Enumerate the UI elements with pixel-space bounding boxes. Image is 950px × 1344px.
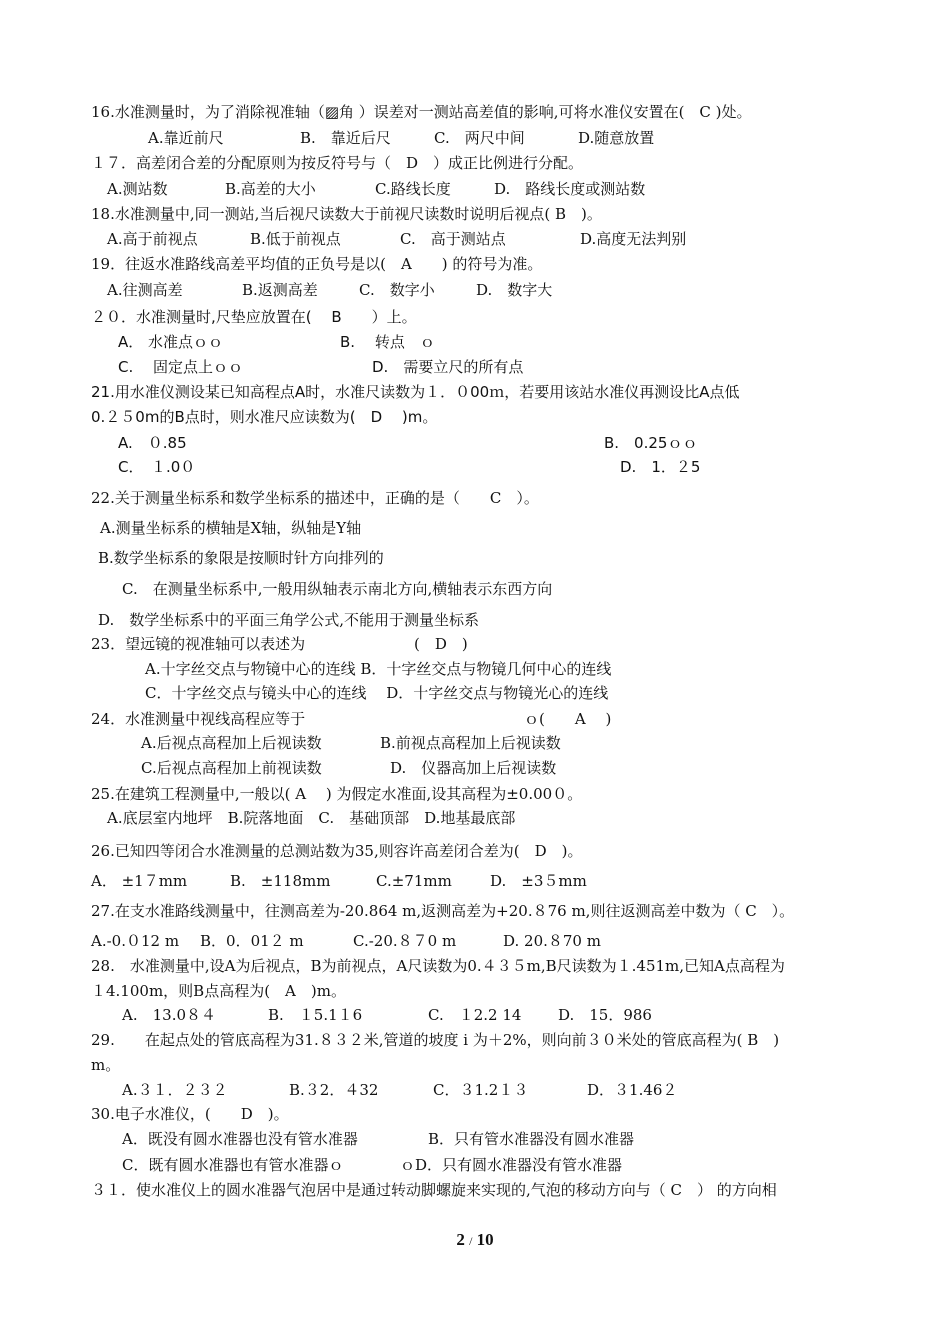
q23-stem: 23．望远镜的视准轴可以表述为 bbox=[91, 635, 306, 653]
q22-option-a: A.测量坐标系的横轴是X轴，纵轴是Y轴 bbox=[100, 519, 362, 537]
q22-option-c: C. 在测量坐标系中,一般用纵轴表示南北方向,横轴表示东西方向 bbox=[122, 580, 553, 598]
q27-option-d: D. 20.８70 m bbox=[503, 932, 601, 950]
q30-option-b: B．只有管水准器没有圆水准器 bbox=[428, 1130, 635, 1148]
q23-answer: ( D ) bbox=[414, 635, 468, 653]
q16-option-a: A.靠近前尺 bbox=[148, 129, 224, 147]
q26-option-a: A． ±1７mm bbox=[91, 872, 188, 890]
q19-option-c: C. 数字小 bbox=[359, 281, 435, 299]
q16-option-b: B. 靠近后尺 bbox=[300, 129, 391, 147]
q23-options-cd: C．十字丝交点与镜头中心的连线 D．十字丝交点与物镜光心的连线 bbox=[145, 684, 609, 702]
q22-stem: 22.关于测量坐标系和数学坐标系的描述中，正确的是（ C ）。 bbox=[91, 489, 539, 507]
q20-option-d: D. 需要立尺的所有点 bbox=[372, 358, 524, 376]
q21-option-b: B. 0.25ｏｏ bbox=[604, 434, 698, 452]
q30-option-a: A．既没有圆水准器也没有管水准器 bbox=[122, 1130, 358, 1148]
q20-option-b: B. 转点 ｏ bbox=[340, 333, 435, 351]
q19-option-b: B.返测高差 bbox=[242, 281, 318, 299]
q21-option-a: A. ０.85 bbox=[118, 434, 187, 452]
q20-stem: ２０．水准测量时,尺垫应放置在( B ）上。 bbox=[91, 308, 417, 326]
page-total: 10 bbox=[476, 1230, 494, 1249]
q16-option-c: C. 两尺中间 bbox=[434, 129, 525, 147]
q21-stem-line1: 21.用水准仪测设某已知高程点A时，水准尺读数为１．０00ｍ，若要用该站水准仪再测设比A点低 bbox=[91, 383, 740, 401]
q22-option-d: D. 数学坐标系中的平面三角学公式,不能用于测量坐标系 bbox=[98, 611, 480, 629]
q17-option-b: B.高差的大小 bbox=[225, 180, 316, 198]
q28-stem-line2: １4.100m，则B点高程为( A )m。 bbox=[91, 982, 346, 1000]
q16-stem: 16.水准测量时，为了消除视准轴（▨角 ）误差对一测站高差值的影响,可将水准仪安置在( C )处。 bbox=[91, 103, 752, 121]
page-separator: / bbox=[469, 1234, 473, 1248]
q29-stem-line2: m。 bbox=[91, 1056, 121, 1074]
q28-option-a: A. 13.0８４ bbox=[122, 1006, 216, 1024]
q24-option-b: B.前视点高程加上后视读数 bbox=[380, 734, 561, 752]
q25-stem: 25.在建筑工程测量中,一般以( A ) 为假定水准面,设其高程为±0.00０。 bbox=[91, 785, 583, 803]
q17-stem: １７．高差闭合差的分配原则为按反符号与（ D ）成正比例进行分配。 bbox=[91, 154, 584, 172]
q21-option-d: D. 1．２5 bbox=[620, 458, 701, 476]
q17-option-c: C.路线长度 bbox=[375, 180, 451, 198]
q28-option-b: B. １5.1１6 bbox=[268, 1006, 363, 1024]
q22-option-b: B.数学坐标系的象限是按顺时针方向排列的 bbox=[98, 549, 384, 567]
q24-answer: ｏ( A ) bbox=[524, 710, 612, 728]
q31-stem: ３１．使水准仪上的圆水准器气泡居中是通过转动脚螺旋来实现的,气泡的移动方向与（ C ） 的方向相 bbox=[91, 1181, 777, 1199]
page-number bbox=[0, 1230, 950, 1250]
q24-option-d: D. 仪器高加上后视读数 bbox=[390, 759, 557, 777]
q24-option-c: C.后视点高程加上前视读数 bbox=[141, 759, 322, 777]
q18-option-a: A.高于前视点 bbox=[107, 230, 198, 248]
q23-options-ab: A.十字丝交点与物镜中心的连线 B．十字丝交点与物镜几何中心的连线 bbox=[145, 660, 612, 678]
q19-option-d: D. 数字大 bbox=[476, 281, 553, 299]
q18-stem: 18.水准测量中,同一测站,当后视尺读数大于前视尺读数时说明后视点( B )。 bbox=[91, 205, 602, 223]
q25-options: A.底层室内地坪 B.院落地面 C. 基础顶部 D.地基最底部 bbox=[107, 809, 516, 827]
q26-option-c: C.±71mm bbox=[376, 872, 452, 890]
q18-option-c: C. 高于测站点 bbox=[400, 230, 506, 248]
page-current: 2 bbox=[456, 1230, 465, 1249]
q18-option-d: D.高度无法判别 bbox=[580, 230, 687, 248]
q21-stem-line2: 0.２５0m的B点时，则水准尺应读数为( D )m。 bbox=[91, 408, 438, 426]
q30-stem: 30.电子水准仪，( D )。 bbox=[91, 1105, 289, 1123]
q20-option-c: C. 固定点上ｏｏ bbox=[118, 358, 244, 376]
q26-option-b: B. ±118mm bbox=[230, 872, 331, 890]
q19-option-a: A.往测高差 bbox=[107, 281, 183, 299]
q27-option-c: C.-20.８７0 m bbox=[353, 932, 457, 950]
q20-option-a: A． 水准点ｏｏ bbox=[118, 333, 224, 351]
q27-option-a: A.-0.０12 m bbox=[91, 932, 180, 950]
q30-option-c: C．既有圆水准器也有管水准器ｏ bbox=[122, 1156, 344, 1174]
q27-option-b: B．0．01２ m bbox=[200, 932, 304, 950]
q29-option-b: B.３2．４32 bbox=[289, 1081, 379, 1099]
q19-stem: 19．往返水准路线高差平均值的正负号是以( A ) 的符号为准。 bbox=[91, 255, 543, 273]
q27-stem: 27.在支水准路线测量中，往测高差为-20.864 m,返测高差为+20.８76 m,则往返测高差中数为（ C ）。 bbox=[91, 902, 795, 920]
q24-stem: 24．水准测量中视线高程应等于 bbox=[91, 710, 306, 728]
q18-option-b: B.低于前视点 bbox=[250, 230, 341, 248]
q30-option-d: ｏD．只有圆水准器没有管水准器 bbox=[400, 1156, 623, 1174]
q29-option-a: A.３１．２３２ bbox=[122, 1081, 228, 1099]
q28-stem-line1: 28. 水准测量中,设A为后视点，B为前视点，A尺读数为0.４３５m,B尺读数为１.451m,已知A点高程为 bbox=[91, 957, 785, 975]
q26-option-d: D. ±3５mm bbox=[490, 872, 587, 890]
q16-option-d: D.随意放置 bbox=[578, 129, 655, 147]
q17-option-d: D. 路线长度或测站数 bbox=[494, 180, 646, 198]
q29-option-c: C．３1.2１３ bbox=[433, 1081, 529, 1099]
q29-stem-line1: 29. 在起点处的管底高程为31.８３２米,管道的坡度 i 为＋2%，则向前３０米处的管底高程为( B ) bbox=[91, 1031, 780, 1049]
q24-option-a: A.后视点高程加上后视读数 bbox=[141, 734, 322, 752]
q21-option-c: C． １.0０ bbox=[118, 458, 196, 476]
q29-option-d: D．３1.46２ bbox=[587, 1081, 678, 1099]
q17-option-a: A.测站数 bbox=[107, 180, 168, 198]
q28-option-c: C. １2.2 14 bbox=[428, 1006, 522, 1024]
q26-stem: 26.已知四等闭合水准测量的总测站数为35,则容许高差闭合差为( D )。 bbox=[91, 842, 583, 860]
q28-option-d: D. 15．986 bbox=[558, 1006, 652, 1024]
